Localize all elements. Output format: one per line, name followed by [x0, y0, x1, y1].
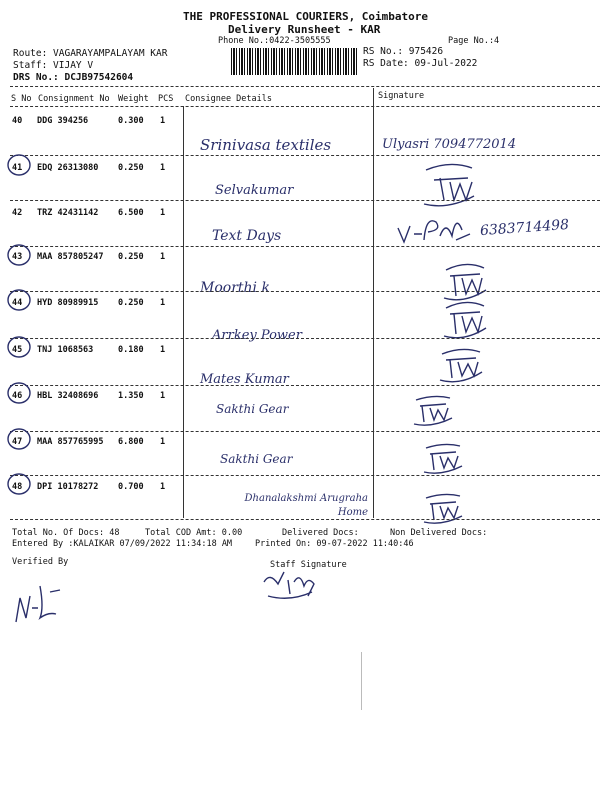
- staff-signature-label: Staff Signature: [270, 560, 347, 570]
- row-circle-mark: [6, 153, 32, 177]
- row-divider: [10, 385, 600, 386]
- handwritten-consignee: Dhanalakshmi Arugraha Home: [244, 493, 368, 518]
- handwritten-consignee: Mates Kumar: [200, 372, 289, 387]
- row-pcs: 1: [160, 482, 166, 492]
- row-circle-mark: [6, 381, 32, 405]
- handwritten-consignee: Moorthi k: [200, 280, 270, 296]
- row-weight: 0.700: [118, 482, 144, 492]
- ftw-stamp-signature: [420, 490, 466, 526]
- row-divider: [10, 200, 600, 201]
- row-weight: 0.180: [118, 345, 144, 355]
- row-weight: 0.250: [118, 298, 144, 308]
- handwritten-consignee: Text Days: [212, 228, 282, 244]
- row-sno: 40: [12, 116, 23, 126]
- entered-by: Entered By :KALAIKAR 07/09/2022 11:34:18 AM: [12, 539, 233, 549]
- row-weight: 6.800: [118, 437, 144, 447]
- row-divider: [10, 338, 600, 339]
- ftw-stamp-signature: [440, 296, 490, 340]
- row-consignment: TRZ 42431142: [37, 208, 99, 218]
- row-sno: 46: [12, 391, 23, 401]
- row-pcs: 1: [160, 163, 166, 173]
- row-consignment: EDQ 26313080: [37, 163, 99, 173]
- row-weight: 6.500: [118, 208, 144, 218]
- row-circle-mark: [6, 288, 32, 312]
- ftw-stamp-signature: [436, 344, 486, 384]
- col-header-consignment: Consignment No: [38, 94, 110, 104]
- handwritten-phone: 6383714498: [479, 216, 570, 240]
- row-pcs: 1: [160, 298, 166, 308]
- handwritten-consignee: Srinivasa textiles: [200, 136, 332, 154]
- row-weight: 0.250: [118, 252, 144, 262]
- row-pcs: 1: [160, 437, 166, 447]
- handwritten-signature: Ulyasri 7094772014: [382, 137, 517, 152]
- row-sno: 47: [12, 437, 23, 447]
- col-divider-signature: [373, 88, 374, 518]
- row-circle-mark: [6, 427, 32, 451]
- row-consignment: DDG 394256: [37, 116, 89, 126]
- row-consignment: MAA 857805247: [37, 252, 104, 262]
- col-header-signature: Signature: [378, 91, 425, 101]
- row-sno: 44: [12, 298, 23, 308]
- scan-mark: [361, 652, 362, 710]
- verifier-signature: [10, 578, 70, 628]
- handwritten-consignee: Sakthi Gear: [220, 452, 293, 466]
- row-pcs: 1: [160, 252, 166, 262]
- row-weight: 0.300: [118, 116, 144, 126]
- total-cod: Total COD Amt: 0.00: [145, 528, 243, 538]
- row-sno: 42: [12, 208, 23, 218]
- ftw-stamp-signature: [420, 160, 480, 210]
- ftw-stamp-signature: [410, 392, 456, 428]
- row-sno: 48: [12, 482, 23, 492]
- col-header-pcs: PCS: [158, 94, 174, 104]
- row-circle-mark: [6, 472, 32, 496]
- total-docs: Total No. Of Docs: 48: [12, 528, 120, 538]
- company-title: THE PROFESSIONAL COURIERS, Coimbatore: [183, 10, 429, 23]
- row-divider: [10, 431, 600, 432]
- drs-number: DRS No.: DCJB97542604: [13, 72, 134, 83]
- col-divider-consignee: [183, 106, 184, 518]
- row-pcs: 1: [160, 208, 166, 218]
- handwritten-consignee: Sakthi Gear: [216, 402, 289, 416]
- rs-date: RS Date: 09-Jul-2022: [363, 58, 478, 69]
- row-consignment: DPI 10178272: [37, 482, 99, 492]
- rs-number: RS No.: 975426: [363, 46, 444, 57]
- delivered-docs: Delivered Docs:: [282, 528, 359, 538]
- non-delivered-docs: Non Delivered Docs:: [390, 528, 488, 538]
- staff-name: Staff: VIJAY V: [13, 60, 94, 71]
- row-weight: 1.350: [118, 391, 144, 401]
- runsheet-subtitle: Delivery Runsheet - KAR: [228, 23, 381, 36]
- row-consignment: HYD 80989915: [37, 298, 99, 308]
- page-number: Page No.:4: [448, 36, 500, 46]
- header-bottom-rule: [10, 106, 600, 107]
- row-divider: [10, 246, 600, 247]
- row-divider: [10, 155, 600, 156]
- row-sno: 43: [12, 252, 23, 262]
- row-consignment: HBL 32408696: [37, 391, 99, 401]
- verified-by-label: Verified By: [12, 557, 69, 567]
- route: Route: VAGARAYAMPALAYAM KAR: [13, 48, 168, 59]
- row-pcs: 1: [160, 345, 166, 355]
- header-top-rule: [10, 86, 600, 87]
- col-header-sno: S No: [11, 94, 32, 104]
- row-sno: 45: [12, 345, 23, 355]
- table-bottom-rule: [10, 519, 600, 520]
- row-sno: 41: [12, 163, 23, 173]
- col-header-consignee: Consignee Details: [185, 94, 272, 104]
- col-header-weight: Weight: [118, 94, 149, 104]
- row-circle-mark: [6, 243, 32, 267]
- row-divider: [10, 475, 600, 476]
- handwritten-consignee: Arrkey Power: [212, 328, 302, 343]
- row-consignment: MAA 857765995: [37, 437, 104, 447]
- handwritten-consignee: Selvakumar: [215, 183, 294, 198]
- row-circle-mark: [6, 335, 32, 359]
- printed-on: Printed On: 09-07-2022 11:40:46: [255, 539, 414, 549]
- ftw-stamp-signature: [420, 440, 466, 476]
- row-weight: 0.250: [118, 163, 144, 173]
- row-consignment: TNJ 1068563: [37, 345, 94, 355]
- barcode: [231, 48, 357, 75]
- phone-number: Phone No.:0422-3505555: [218, 36, 331, 46]
- row-pcs: 1: [160, 116, 166, 126]
- handwritten-initials: [396, 210, 476, 246]
- row-pcs: 1: [160, 391, 166, 401]
- row-divider: [10, 291, 600, 292]
- staff-signature: [260, 568, 320, 602]
